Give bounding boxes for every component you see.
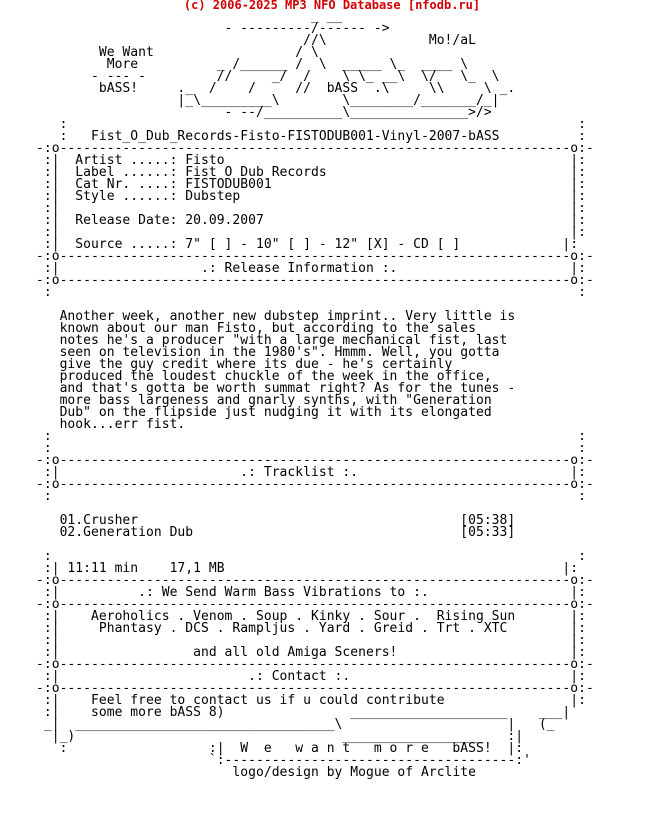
- nfo-line: more bass largeness and gnarly synths, with "Generation: [36, 393, 492, 408]
- nfo-line: give the guy credit where its due - he's certainly: [36, 357, 453, 372]
- nfo-text-block: [36, 11, 594, 779]
- nfo-line: More _ /______ / \ _____ \_ ____ \: [36, 57, 469, 72]
- nfo-line: : :: [36, 489, 586, 504]
- nfo-line: :| Style ......: Dubstep |:: [36, 189, 586, 204]
- nfo-line: : :: [36, 441, 586, 456]
- nfo-line: |_\_________\ \________/_______/_|: [36, 93, 500, 108]
- nfo-line: We Want / \: [36, 45, 319, 60]
- nfo-line: :| .: We Send Warm Bass Vibrations to :. |:: [36, 585, 586, 600]
- nfo-line: :| |:: [36, 201, 586, 216]
- nfo-line: 02.Generation Dub [05:33]: [36, 525, 516, 540]
- nfo-line: :| Feel free to contact us if u could contribute |:: [36, 693, 586, 708]
- nfo-line: : :: [36, 117, 586, 132]
- nfo-line: :| .: Release Information :. |:: [36, 261, 586, 276]
- nfo-line: :| |:: [36, 225, 586, 240]
- nfo-line: - ---------/------ ->: [36, 21, 390, 36]
- nfo-line: -:o-----------------------------------------------------------------o:-: [36, 597, 594, 612]
- nfo-line: notes he's a producer "with a large mechanical fist, last: [36, 333, 508, 348]
- nfo-line: and that's gotta be worth summat right? As for the tunes -: [36, 381, 516, 396]
- nfo-line: 01.Crusher [05:38]: [36, 513, 516, 528]
- nfo-line: _| _________________________________\ | (_: [36, 717, 563, 732]
- nfo-line: : Fist_O_Dub_Records-Fisto-FISTODUB001-Vinyl-2007-bASS :: [36, 129, 586, 144]
- nfo-line: Another week, another new dubstep imprint.. Very little is: [36, 309, 516, 324]
- nfo-line: :| .: Tracklist :. |:: [36, 465, 586, 480]
- nfo-line: :| .: Contact :. |:: [36, 669, 586, 684]
- nfo-line: :| Phantasy . DCS . Rampljus . Yard . Greid . Trt . XTC |:: [36, 621, 586, 636]
- nfo-line: logo/design by Mogue of Arclite: [36, 765, 476, 780]
- nfo-line: -:o-----------------------------------------------------------------o:-: [36, 273, 594, 288]
- nfo-line: -:o-----------------------------------------------------------------o:-: [36, 141, 594, 156]
- nfo-line: bASS! ._ / / // bASS .\ \\ \ _.: [36, 81, 516, 96]
- nfo-line: :| and all old Amiga Sceners! |:: [36, 645, 586, 660]
- nfo-line: : :: [36, 549, 586, 564]
- nfo-line: //\ Mo!/aL: [36, 33, 476, 48]
- nfo-line: seen on television in the 1980's". Hmmm. Well, you gotta: [36, 345, 500, 360]
- nfo-line: : :| W e w a n t m o r e bASS! |:: [36, 741, 524, 756]
- nfo-line: -:o-----------------------------------------------------------------o:-: [36, 657, 594, 672]
- nfo-line: hook...err fist.: [36, 417, 186, 432]
- nfo-line: - --/__________\_______________>/>: [36, 105, 492, 120]
- nfo-line: :| some more bASS 8) ____________________ ___|: [36, 705, 571, 720]
- nfo-line: -:o-----------------------------------------------------------------o:-: [36, 453, 594, 468]
- nfo-line: :| Aeroholics . Venom . Soup . Kinky . Sour . Rising Sun |:: [36, 609, 586, 624]
- nfo-line: :| Cat Nr. ....: FISTODUB001 |:: [36, 177, 586, 192]
- nfo-line: -:o-----------------------------------------------------------------o:-: [36, 249, 594, 264]
- nfo-line: : :: [36, 285, 586, 300]
- nfo-line: Dub" on the flipside just nudging it with its elongated: [36, 405, 492, 420]
- nfo-line: produced the loudest chuckle of the week in the office,: [36, 369, 492, 384]
- nfo-line: `:-------------------------------------:': [36, 753, 531, 768]
- nfo-line: -:o-----------------------------------------------------------------o:-: [36, 681, 594, 696]
- nfo-line: :| Label ......: Fist O Dub Records |:: [36, 165, 586, 180]
- nfo-line: :| |:: [36, 633, 586, 648]
- nfo-line: :| Source .....: 7" [ ] - 10" [ ] - 12" [X] - CD [ ] |:: [36, 237, 579, 252]
- nfo-line: -:o-----------------------------------------------------------------o:-: [36, 573, 594, 588]
- nfo-line: known about our man Fisto, but according to the sales: [36, 321, 476, 336]
- nfo-line: : :: [36, 429, 586, 444]
- nfo-line: :| 11:11 min 17,1 MB |:: [36, 561, 579, 576]
- nfo-line: :| Artist .....: Fisto |:: [36, 153, 586, 168]
- nfo-line: - --- - // _/ / \ \_ __\ \/ \_ \: [36, 69, 500, 84]
- copyright-header: (c) 2006-2025 MP3 NFO Database [nfodb.ru]: [183, 0, 481, 12]
- nfo-line: |_) __________________ :|: [36, 729, 539, 744]
- nfo-line: :| Release Date: 20.09.2007 |:: [36, 213, 586, 228]
- nfo-line: -:o-----------------------------------------------------------------o:-: [36, 477, 594, 492]
- nfo-line: _ __: [36, 9, 343, 24]
